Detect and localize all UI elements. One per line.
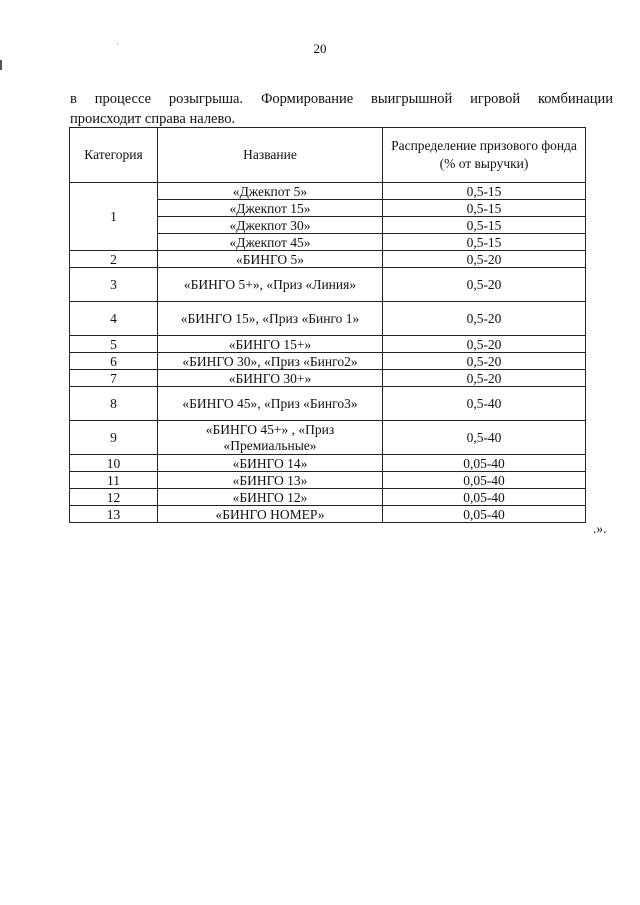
category-cell: 8 bbox=[70, 387, 158, 421]
category-cell: 2 bbox=[70, 251, 158, 268]
value-cell: 0,05-40 bbox=[383, 455, 586, 472]
table-row bbox=[70, 302, 586, 336]
table-row bbox=[70, 506, 586, 523]
name-cell: «БИНГО 30+» bbox=[158, 370, 383, 387]
table-row bbox=[70, 183, 586, 200]
value-cell: 0,5-20 bbox=[383, 353, 586, 370]
name-cell: «БИНГО 5» bbox=[158, 251, 383, 268]
intro-line-2: происходит справа налево. bbox=[70, 111, 236, 127]
intro-word: Формирование bbox=[260, 91, 354, 107]
header-name: Название bbox=[158, 128, 383, 183]
table-row bbox=[70, 387, 586, 421]
table-row bbox=[70, 489, 586, 506]
name-cell: «БИНГО 12» bbox=[158, 489, 383, 506]
intro-word: в bbox=[70, 91, 77, 107]
table-row bbox=[70, 251, 586, 268]
table-row bbox=[70, 353, 586, 370]
value-cell: 0,05-40 bbox=[383, 472, 586, 489]
value-cell: 0,5-20 bbox=[383, 251, 586, 268]
value-cell: 0,5-20 bbox=[383, 370, 586, 387]
name-cell: «Джекпот 15» bbox=[158, 200, 383, 217]
category-cell: 12 bbox=[70, 489, 158, 506]
value-cell: 0,5-15 bbox=[383, 200, 586, 217]
table-row bbox=[70, 455, 586, 472]
table-row bbox=[70, 336, 586, 353]
value-cell: 0,5-20 bbox=[383, 302, 586, 336]
name-cell: «БИНГО 45+» , «Приз «Премиальные» bbox=[158, 421, 383, 455]
header-category: Категория bbox=[70, 128, 158, 183]
closing-quote-mark: .». bbox=[593, 521, 607, 536]
category-cell: 3 bbox=[70, 268, 158, 302]
table-row bbox=[70, 268, 586, 302]
category-cell: 11 bbox=[70, 472, 158, 489]
category-cell: 4 bbox=[70, 302, 158, 336]
name-cell: «БИНГО 5+», «Приз «Линия» bbox=[158, 268, 383, 302]
value-cell: 0,5-40 bbox=[383, 421, 586, 455]
category-cell: 7 bbox=[70, 370, 158, 387]
category-cell: 5 bbox=[70, 336, 158, 353]
table-row bbox=[70, 472, 586, 489]
name-cell: «БИНГО 14» bbox=[158, 455, 383, 472]
value-cell: 0,5-20 bbox=[383, 336, 586, 353]
value-cell: 0,5-15 bbox=[383, 234, 586, 251]
page-number: 20 bbox=[313, 41, 327, 56]
name-cell: «БИНГО 15», «Приз «Бинго 1» bbox=[158, 302, 383, 336]
value-cell: 0,05-40 bbox=[383, 506, 586, 523]
category-cell: 1 bbox=[70, 183, 158, 251]
table-row bbox=[70, 370, 586, 387]
category-cell: 9 bbox=[70, 421, 158, 455]
table-header-row bbox=[70, 128, 586, 183]
margin-tick bbox=[0, 60, 2, 70]
header-distribution: Распределение призового фонда (% от выручки) bbox=[383, 128, 586, 183]
name-cell: «Джекпот 5» bbox=[158, 183, 383, 200]
value-cell: 0,5-20 bbox=[383, 268, 586, 302]
intro-word: комбинации bbox=[537, 91, 614, 107]
name-cell: «БИНГО 13» bbox=[158, 472, 383, 489]
category-cell: 13 bbox=[70, 506, 158, 523]
category-cell: 10 bbox=[70, 455, 158, 472]
name-cell: «Джекпот 30» bbox=[158, 217, 383, 234]
value-cell: 0,05-40 bbox=[383, 489, 586, 506]
intro-word: розыгрыша. bbox=[168, 91, 244, 107]
name-cell: «БИНГО 30», «Приз «Бинго2» bbox=[158, 353, 383, 370]
name-cell: «Джекпот 45» bbox=[158, 234, 383, 251]
name-cell: «БИНГО НОМЕР» bbox=[158, 506, 383, 523]
intro-word: процессе bbox=[94, 91, 152, 107]
prize-distribution-table bbox=[69, 127, 586, 523]
intro-line-1 bbox=[70, 89, 613, 109]
intro-paragraph bbox=[70, 89, 613, 129]
name-cell: «БИНГО 15+» bbox=[158, 336, 383, 353]
value-cell: 0,5-15 bbox=[383, 217, 586, 234]
intro-word: выигрышной bbox=[371, 91, 453, 107]
name-cell: «БИНГО 45», «Приз «Бинго3» bbox=[158, 387, 383, 421]
value-cell: 0,5-40 bbox=[383, 387, 586, 421]
intro-word: игровой bbox=[470, 91, 521, 107]
value-cell: 0,5-15 bbox=[383, 183, 586, 200]
table-row bbox=[70, 421, 586, 455]
category-cell: 6 bbox=[70, 353, 158, 370]
